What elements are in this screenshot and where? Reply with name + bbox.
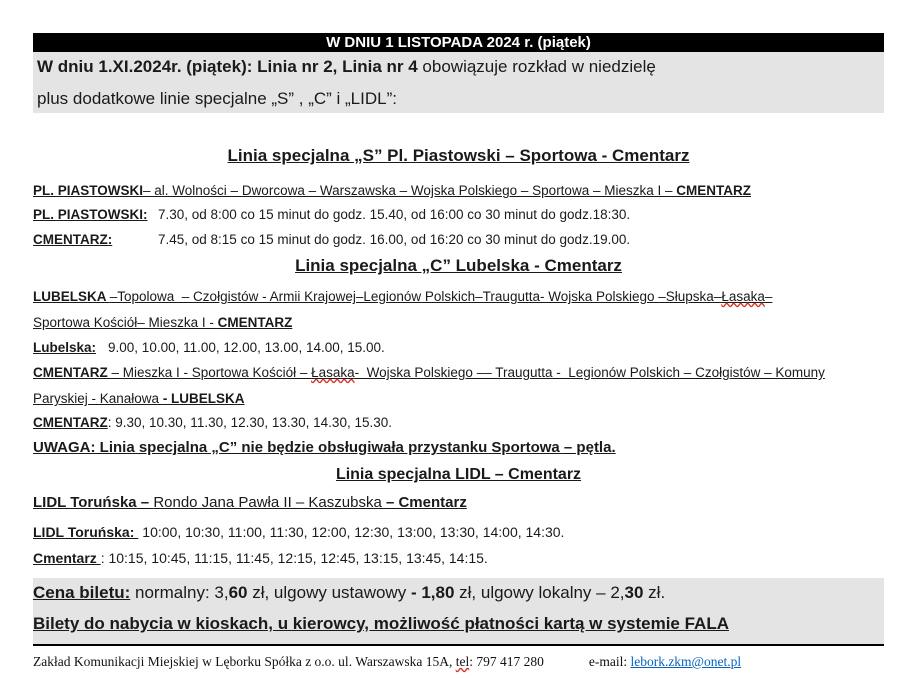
line-lidl-dep2-label: Cmentarz: [33, 550, 101, 566]
line-lidl-route-mid: Rondo Jana Pawła II – Kaszubska: [153, 494, 386, 511]
line-c-dep2-label: CMENTARZ: [33, 415, 108, 430]
line-c-ret-part3: Paryskiej - Kanałowa: [33, 391, 163, 406]
footer-tel-word: tel: [455, 654, 470, 669]
line-c-fwd-from: LUBELSKA: [33, 289, 110, 304]
footer-tel-number: : 797 417 280: [469, 654, 544, 669]
line-c-ret-from: CMENTARZ: [33, 365, 112, 380]
line-s-route-from: PL. PIASTOWSKI: [33, 183, 144, 198]
line-c-warning: [33, 439, 884, 456]
footer-email-link[interactable]: lebork.zkm@onet.pl: [630, 654, 742, 669]
ticket-price-bold2: - 1,80: [410, 583, 455, 602]
line-s-route: [33, 182, 884, 199]
line-lidl-departures-cmentarz: [33, 550, 884, 567]
intro-line2: [37, 87, 884, 110]
line-lidl-departures-torunska: [33, 524, 884, 541]
line-c-fwd-to: CMENTARZ: [217, 315, 293, 330]
line-lidl-route-to: – Cmentarz: [385, 494, 467, 511]
line-lidl-route: [33, 494, 884, 511]
line-c-dep1-label: Lubelska:: [33, 340, 97, 355]
line-c-fwd-dash: –: [764, 289, 773, 304]
pricing-box: [33, 578, 884, 646]
ticket-price-bold3: 30: [624, 583, 644, 602]
ticket-price-part4: zł.: [643, 583, 666, 602]
intro-line2-text: plus dodatkowe linie specjalne „S” , „C” i „LIDL”:: [37, 89, 397, 108]
line-c-dep2-times: : 9.30, 10.30, 11.30, 12.30, 13.30, 14.30, 15.30.: [107, 415, 392, 430]
line-s-dep2-label: CMENTARZ:: [33, 232, 113, 247]
line-lidl-route-from: LIDL Toruńska –: [33, 494, 154, 511]
line-s-dep2-times: 7.45, od 8:15 co 15 minut do godz. 16.00, od 16:20 co 30 minut do godz.19.00.: [158, 232, 631, 247]
ticket-price-bold1: 60: [228, 583, 248, 602]
line-lidl-dep1-times: 10:00, 10:30, 11:00, 11:30, 12:00, 12:30, 13:00, 13:30, 14:00, 14:30.: [142, 524, 565, 540]
line-c-heading-text: Linia specjalna „C” Lubelska - Cmentarz: [295, 256, 622, 275]
line-c-route-forward-1: [33, 288, 884, 305]
line-s-heading: [33, 147, 884, 164]
line-lidl-heading: [33, 466, 884, 483]
line-c-heading: [33, 257, 884, 274]
line-c-route-return-1: [33, 364, 884, 381]
line-c-fwd-misspelled-word: Łasaka: [721, 289, 765, 304]
line-c-route-return-2: [33, 390, 884, 407]
line-c-warning-text: UWAGA: Linia specjalna „C” nie będzie obsługiwała przystanku Sportowa – pętla.: [33, 439, 616, 456]
line-c-departures-lubelska: [33, 339, 884, 356]
line-c-dep1-times: 9.00, 10.00, 11.00, 12.00, 13.00, 14.00, 15.00.: [108, 340, 385, 355]
line-s-dep1-times: 7.30, od 8:00 co 15 minut do godz. 15.40, od 16:00 co 30 minut do godz.18:30.: [158, 207, 631, 222]
line-c-ret-part1: – Mieszka I - Sportowa Kościół –: [111, 365, 312, 380]
title-bar: [33, 33, 884, 52]
line-lidl-dep1-label: LIDL Toruńska:: [33, 524, 139, 540]
line-s-route-to: CMENTARZ: [676, 183, 751, 198]
line-s-route-mid: – al. Wolności – Dworcowa – Warszawska – Wojska Polskiego – Sportowa – Mieszka I –: [143, 183, 677, 198]
line-c-route-forward-2: [33, 314, 884, 331]
line-s-dep1-label: PL. PIASTOWSKI:: [33, 207, 148, 222]
line-c-ret-to: - LUBELSKA: [162, 391, 245, 406]
tickets-availability-text: Bilety do nabycia w kioskach, u kierowcy, możliwość płatności kartą w systemie FALA: [33, 614, 729, 633]
ticket-price-label: Cena biletu:: [33, 583, 131, 602]
line-c-ret-misspelled-word: Łasaka: [311, 365, 355, 380]
footer: [33, 654, 884, 670]
footer-email-label: e-mail:: [588, 654, 631, 669]
line-s-heading-text: Linia specjalna „S” Pl. Piastowski – Sportowa - Cmentarz: [227, 146, 690, 165]
intro-line1-bold: W dniu 1.XI.2024r. (piątek): Linia nr 2, Linia nr 4: [37, 57, 418, 76]
line-c-fwd-part2: Sportowa Kościół– Mieszka I -: [33, 315, 218, 330]
line-lidl-heading-text: Linia specjalna LIDL – Cmentarz: [335, 466, 582, 483]
line-s-departures-piastowski: [33, 206, 884, 223]
footer-company-address: Zakład Komunikacji Miejskiej w Lęborku Spółka z o.o. ul. Warszawska 15A,: [33, 654, 456, 669]
ticket-price-part3: zł, ulgowy lokalny – 2,: [454, 583, 625, 602]
line-c-departures-cmentarz: [33, 414, 884, 431]
ticket-price-part1: normalny: 3,: [130, 583, 229, 602]
tickets-availability-line: [33, 613, 884, 635]
line-c-fwd-part1: –Topolowa – Czołgistów - Armii Krajowej–Legionów Polskich–Traugutta- Wojska Polskiego –Słupska–: [109, 289, 722, 304]
ticket-price-line: [33, 582, 884, 604]
ticket-price-part2: zł, ulgowy ustawowy: [247, 583, 411, 602]
title-bar-text: W DNIU 1 LISTOPADA 2024 r. (piątek): [326, 34, 591, 51]
intro-line1: [37, 55, 884, 78]
line-c-ret-part2: - Wojska Polskiego –– Traugutta - Legionów Polskich – Czołgistów – Komuny: [354, 365, 825, 380]
line-lidl-dep2-times: : 10:15, 10:45, 11:15, 11:45, 12:15, 12:45, 13:15, 13:45, 14:15.: [100, 550, 488, 566]
line-s-departures-cmentarz: [33, 231, 884, 248]
intro-box: [33, 52, 884, 113]
intro-line1-rest: obowiązuje rozkład w niedzielę: [417, 57, 656, 76]
